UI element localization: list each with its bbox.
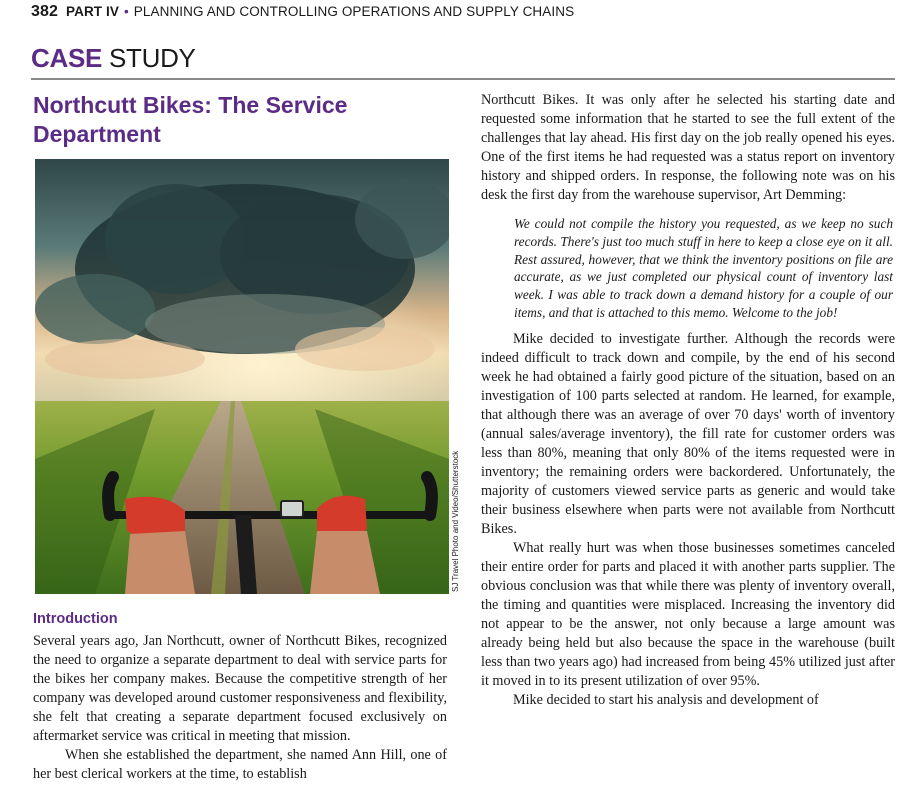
case-study-label [31, 43, 196, 74]
paragraph-analysis: Mike decided to start his analysis and development of [513, 691, 819, 708]
section-title: PLANNING AND CONTROLLING OPERATIONS AND SUPPLY CHAINS [133, 4, 575, 19]
case-title: Northcutt Bikes: The Service Department [33, 92, 348, 147]
paragraph-investigation: Mike decided to investigate further. Although the records were indeed difficult to track down and compile, by the end of his second week he had obtained a fairly good picture of the situation, based on an investigation of 100 parts selected at random. He learned, for example, that although there was an average of over 70 days' worth of inventory (annual sales/average inventory), the fill rate for customer orders was less than 80%, meaning that only 80% of the items requested were in inventory; the remaining orders were backordered. Unfortunately, the majority of customers viewed service parts as generic and would take their business elsewhere when parts were not available from Northcutt Bikes. [481, 330, 895, 537]
running-head [31, 3, 574, 21]
intro-paragraph: Several years ago, Jan Northcutt, owner of Northcutt Bikes, recognized the need to organize a separate department to deal with service parts for the bikes her company makes. Because the competitive strength of her company was developed around customer responsiveness and flexibility, she felt that creating a separate department focused exclusively on aftermarket service was critical in meeting that mission. [33, 633, 447, 744]
page-number: 382 [31, 3, 58, 20]
memo-quote: We could not compile the history you requested, as we keep no such records. There's just too much stuff in here to keep a close eye on it all. Rest assured, however, that we think the inventory positions on file are accurate, as we just completed our physical count of inventory last week. I was able to track down a demand history for a couple of our items, and that is attached to this memo. Welcome to the job! [514, 216, 893, 320]
cyclist-photo [35, 159, 449, 594]
paragraph-cancellations: What really hurt was when those businesses sometimes canceled their entire order for parts and placed it with another parts supplier. The obvious conclusion was that while there was plenty of inventory overall, the timing and quantities were misplaced. Increasing the inventory did not appear to be the answer, not only because a large amount was already being held but also because the space in the warehouse (built less than two years ago) had increased from being 45% utilized just after it moved in to its present utilization of over 95%. [481, 539, 895, 689]
introduction-heading: Introduction [33, 611, 118, 627]
right-column [481, 91, 895, 710]
photo-credit: SJ Travel Photo and Video/Shutterstock [451, 450, 460, 592]
section-rule [31, 78, 895, 80]
study-label-word: STUDY [108, 43, 196, 73]
paragraph-continued: Northcutt Bikes. It was only after he selected his starting date and requested some information that he started to see the full extent of the challenges that lay ahead. His first day on the job really opened his eyes. One of the first items he had requested was a status report on inventory history and shipped orders. In response, the following note was on his desk the first day from the warehouse supervisor, Art Demming: [481, 92, 895, 203]
case-label-word: CASE [31, 43, 103, 73]
part-label: PART IV [66, 4, 119, 19]
paragraph-department: When she established the department, she named Ann Hill, one of her best clerical workers at the time, to establish [33, 747, 447, 782]
separator-dot: • [123, 4, 129, 19]
left-column [33, 632, 447, 784]
